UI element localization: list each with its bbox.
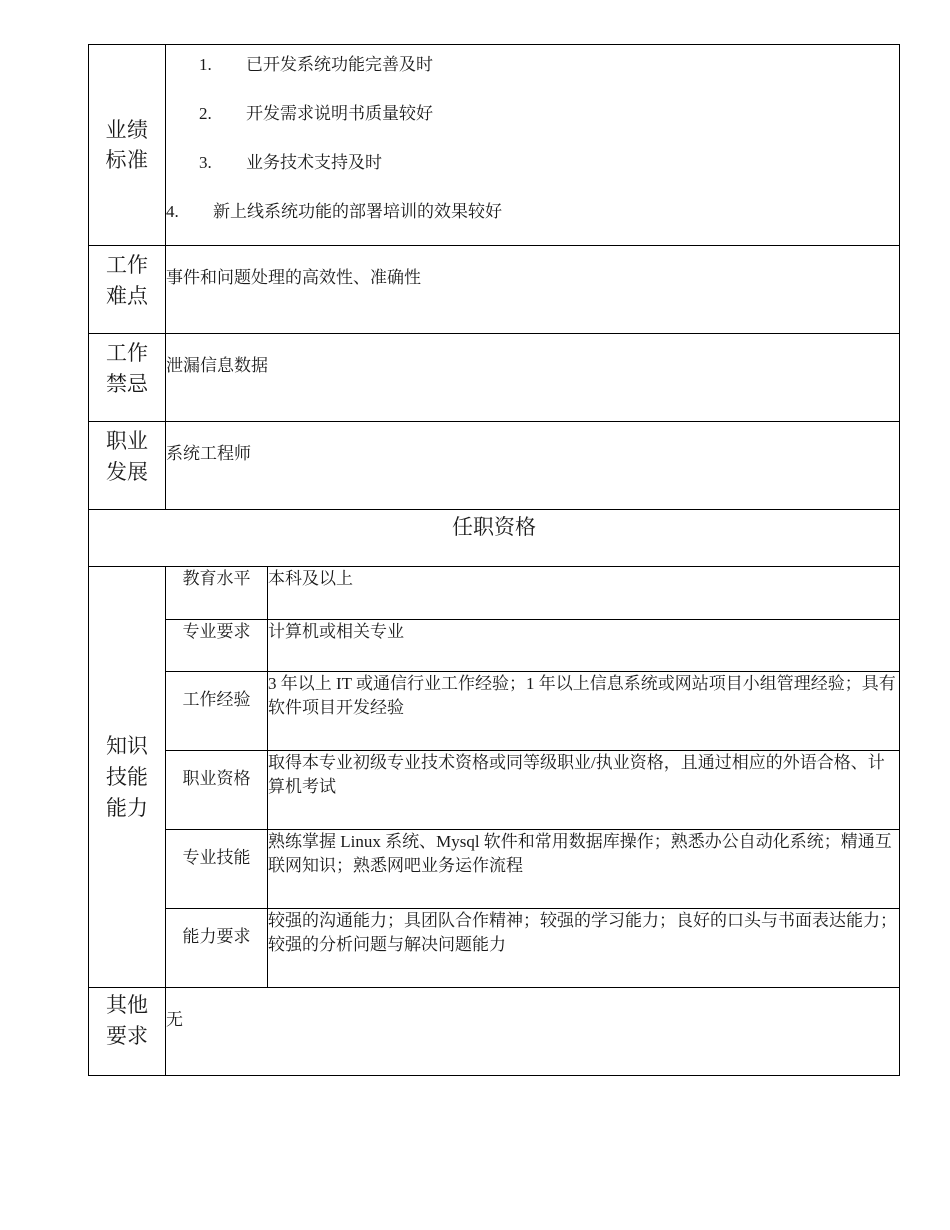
taboo-label: 工作禁忌 (106, 341, 148, 396)
row-performance (89, 45, 900, 246)
table-row (89, 672, 900, 751)
other-text: 无 (166, 1010, 183, 1029)
table-row (89, 909, 900, 988)
knowledge-label: 知识技能能力 (106, 733, 148, 820)
qualification-label: 专业技能 (166, 830, 268, 909)
career-text: 系统工程师 (166, 444, 251, 463)
qualification-text: 计算机或相关专业 (268, 620, 900, 672)
table-row (89, 751, 900, 830)
list-item-text: 新上线系统功能的部署培训的效果较好 (213, 202, 502, 221)
list-item-text: 开发需求说明书质量较好 (246, 104, 433, 123)
qualification-title: 任职资格 (89, 510, 900, 567)
qualification-text: 取得本专业初级专业技术资格或同等级职业/执业资格，且通过相应的外语合格、计算机考试 (268, 751, 900, 830)
row-other (89, 988, 900, 1076)
qualification-text: 3 年以上 IT 或通信行业工作经验；1 年以上信息系统或网站项目小组管理经验；具有软件项目开发经验 (268, 672, 900, 751)
qualification-label: 职业资格 (166, 751, 268, 830)
row-difficulty (89, 246, 900, 334)
list-item (166, 196, 899, 245)
difficulty-text: 事件和问题处理的高效性、准确性 (166, 268, 421, 287)
knowledge-label-cell (89, 567, 166, 988)
qualification-text: 本科及以上 (268, 567, 900, 620)
career-label: 职业发展 (106, 429, 148, 484)
qualification-label: 专业要求 (166, 620, 268, 672)
qualification-label: 工作经验 (166, 672, 268, 751)
taboo-content-cell (166, 334, 900, 422)
list-item-number: 3. (199, 153, 212, 172)
performance-list (166, 45, 899, 245)
qualification-text: 较强的沟通能力；具团队合作精神；较强的学习能力；良好的口头与书面表达能力；较强的分析问题与解决问题能力 (268, 909, 900, 988)
list-item-text: 已开发系统功能完善及时 (246, 55, 433, 74)
performance-label: 业绩标准 (105, 117, 149, 172)
other-label-cell (89, 988, 166, 1076)
taboo-label-cell (89, 334, 166, 422)
other-content-cell (166, 988, 900, 1076)
qualification-label: 能力要求 (166, 909, 268, 988)
row-qualification-title (89, 510, 900, 567)
row-career (89, 422, 900, 510)
career-label-cell (89, 422, 166, 510)
taboo-text: 泄漏信息数据 (166, 356, 268, 375)
job-table (88, 44, 900, 1076)
difficulty-label: 工作难点 (106, 253, 148, 308)
list-item-number: 1. (199, 55, 212, 74)
row-taboo (89, 334, 900, 422)
table-row (89, 830, 900, 909)
qualification-text: 熟练掌握 Linux 系统、Mysql 软件和常用数据库操作；熟悉办公自动化系统；精通互联网知识；熟悉网吧业务运作流程 (268, 830, 900, 909)
table-row (89, 620, 900, 672)
other-label: 其他要求 (106, 993, 148, 1048)
list-item (166, 98, 899, 147)
list-item (166, 147, 899, 196)
difficulty-content-cell (166, 246, 900, 334)
performance-content-cell (166, 45, 900, 246)
table-row (89, 567, 900, 620)
list-item (166, 49, 899, 98)
list-item-number: 4. (166, 202, 179, 221)
list-item-number: 2. (199, 104, 212, 123)
performance-label-cell (89, 45, 166, 246)
difficulty-label-cell (89, 246, 166, 334)
job-description-document (88, 44, 899, 1076)
career-content-cell (166, 422, 900, 510)
list-item-text: 业务技术支持及时 (246, 153, 382, 172)
qualification-label: 教育水平 (166, 567, 268, 620)
